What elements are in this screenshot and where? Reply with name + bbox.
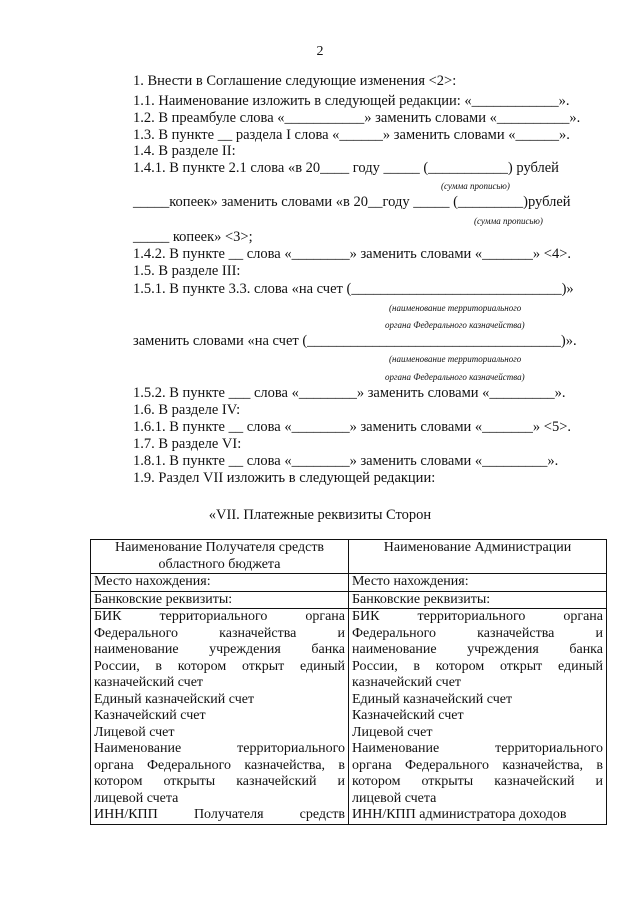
text-line: 1.4.1. В пункте 2.1 слова «в 20____ году _____ (___________) рублей — [133, 160, 559, 176]
org-caption: (наименование территориального — [389, 303, 522, 313]
text-line: 1.8.1. В пункте __ слова «________» заменить словами «_________». — [133, 453, 559, 469]
text-line: 1.7. В разделе VI: — [133, 436, 242, 452]
table-row — [91, 540, 607, 574]
bik-line: России, в котором открыт единый — [94, 658, 345, 674]
bik-line: БИК территориального органа — [94, 609, 345, 624]
header-administration: Наименование Администрации — [349, 540, 607, 574]
org-name-line: Наименование территориального — [94, 741, 345, 756]
bank-details-cell: Банковские реквизиты: — [91, 591, 349, 609]
sum-caption: (сумма прописью) — [474, 216, 543, 226]
table-row — [91, 591, 607, 609]
page-number: 2 — [316, 44, 324, 59]
text-line: 1.9. Раздел VII изложить в следующей редакции: — [133, 470, 436, 486]
text-line: 1.5.2. В пункте ___ слова «________» заменить словами «_________». — [133, 385, 566, 401]
personal-account-label: Лицевой счет — [94, 724, 175, 740]
text-line: 1.6. В разделе IV: — [133, 402, 241, 418]
single-account-label: Единый казначейский счет — [94, 691, 255, 707]
table-row — [91, 609, 607, 825]
treasury-account-label: Казначейский счет — [94, 708, 206, 723]
bik-line: Федерального казначейства и — [352, 625, 603, 641]
bik-line: Федерального казначейства и — [94, 625, 345, 641]
bank-details-cell: Банковские реквизиты: — [349, 591, 607, 609]
table-row — [91, 574, 607, 592]
text-line: _____ копеек» <3>; — [133, 229, 253, 245]
org-name-line: Наименование территориального — [352, 741, 603, 756]
org-name-line: котором открыты казначейский и — [352, 774, 603, 789]
bik-line: БИК территориального органа — [352, 609, 603, 624]
treasury-account-label: Казначейский счет — [352, 708, 464, 723]
sum-caption: (сумма прописью) — [441, 181, 510, 191]
org-name-line: органа Федерального казначейства, в — [94, 757, 345, 773]
personal-account-label: Лицевой счет — [352, 724, 433, 740]
location-cell: Место нахождения: — [349, 574, 607, 592]
org-caption: органа Федерального казначейства) — [385, 320, 525, 330]
text-line: 1.1. Наименование изложить в следующей редакции: «____________». — [133, 93, 570, 109]
text-line: 1.5.1. В пункте 3.3. слова «на счет (_____________________________)» — [133, 281, 574, 297]
text-line: 1.2. В преамбуле слова «___________» заменить словами «__________». — [133, 110, 581, 126]
header-recipient: Наименование Получателя средств областного бюджета — [91, 540, 349, 574]
text-line: 1.4. В разделе II: — [133, 143, 236, 159]
bik-line: наименование учреждения банка — [352, 642, 603, 657]
org-caption: (наименование территориального — [389, 354, 522, 364]
text-line: 1.4.2. В пункте __ слова «________» заменить словами «_______» <4>. — [133, 246, 572, 262]
bik-line: казначейский счет — [94, 675, 204, 690]
payment-details-table — [90, 539, 607, 825]
requisites-cell — [91, 609, 349, 825]
section-title: «VII. Платежные реквизиты Сторон — [208, 507, 432, 523]
bik-line: казначейский счет — [352, 675, 462, 690]
text-line: _____копеек» заменить словами «в 20__году _____ (_________)рублей — [133, 194, 571, 210]
inn-kpp-label: ИНН/КПП Получателя средств — [94, 807, 345, 822]
org-name-line: лицевой счета — [94, 790, 179, 806]
org-name-line: котором открыты казначейский и — [94, 774, 345, 789]
single-account-label: Единый казначейский счет — [352, 691, 513, 707]
text-line: 1.6.1. В пункте __ слова «________» заменить словами «_______» <5>. — [133, 419, 572, 435]
bik-line: наименование учреждения банка — [94, 642, 345, 657]
inn-kpp-label: ИНН/КПП администратора доходов — [352, 807, 567, 822]
location-cell: Место нахождения: — [91, 574, 349, 592]
text-line: заменить словами «на счет (___________________________________)». — [133, 333, 577, 349]
requisites-cell — [349, 609, 607, 825]
bik-line: России, в котором открыт единый — [352, 658, 603, 674]
org-name-line: лицевой счета — [352, 790, 437, 806]
text-line: 1.5. В разделе III: — [133, 263, 241, 279]
text-line: 1.3. В пункте __ раздела I слова «______» заменить словами «______». — [133, 127, 570, 143]
org-name-line: органа Федерального казначейства, в — [352, 757, 603, 773]
org-caption: органа Федерального казначейства) — [385, 372, 525, 382]
text-line: 1. Внести в Соглашение следующие изменения <2>: — [133, 73, 457, 89]
